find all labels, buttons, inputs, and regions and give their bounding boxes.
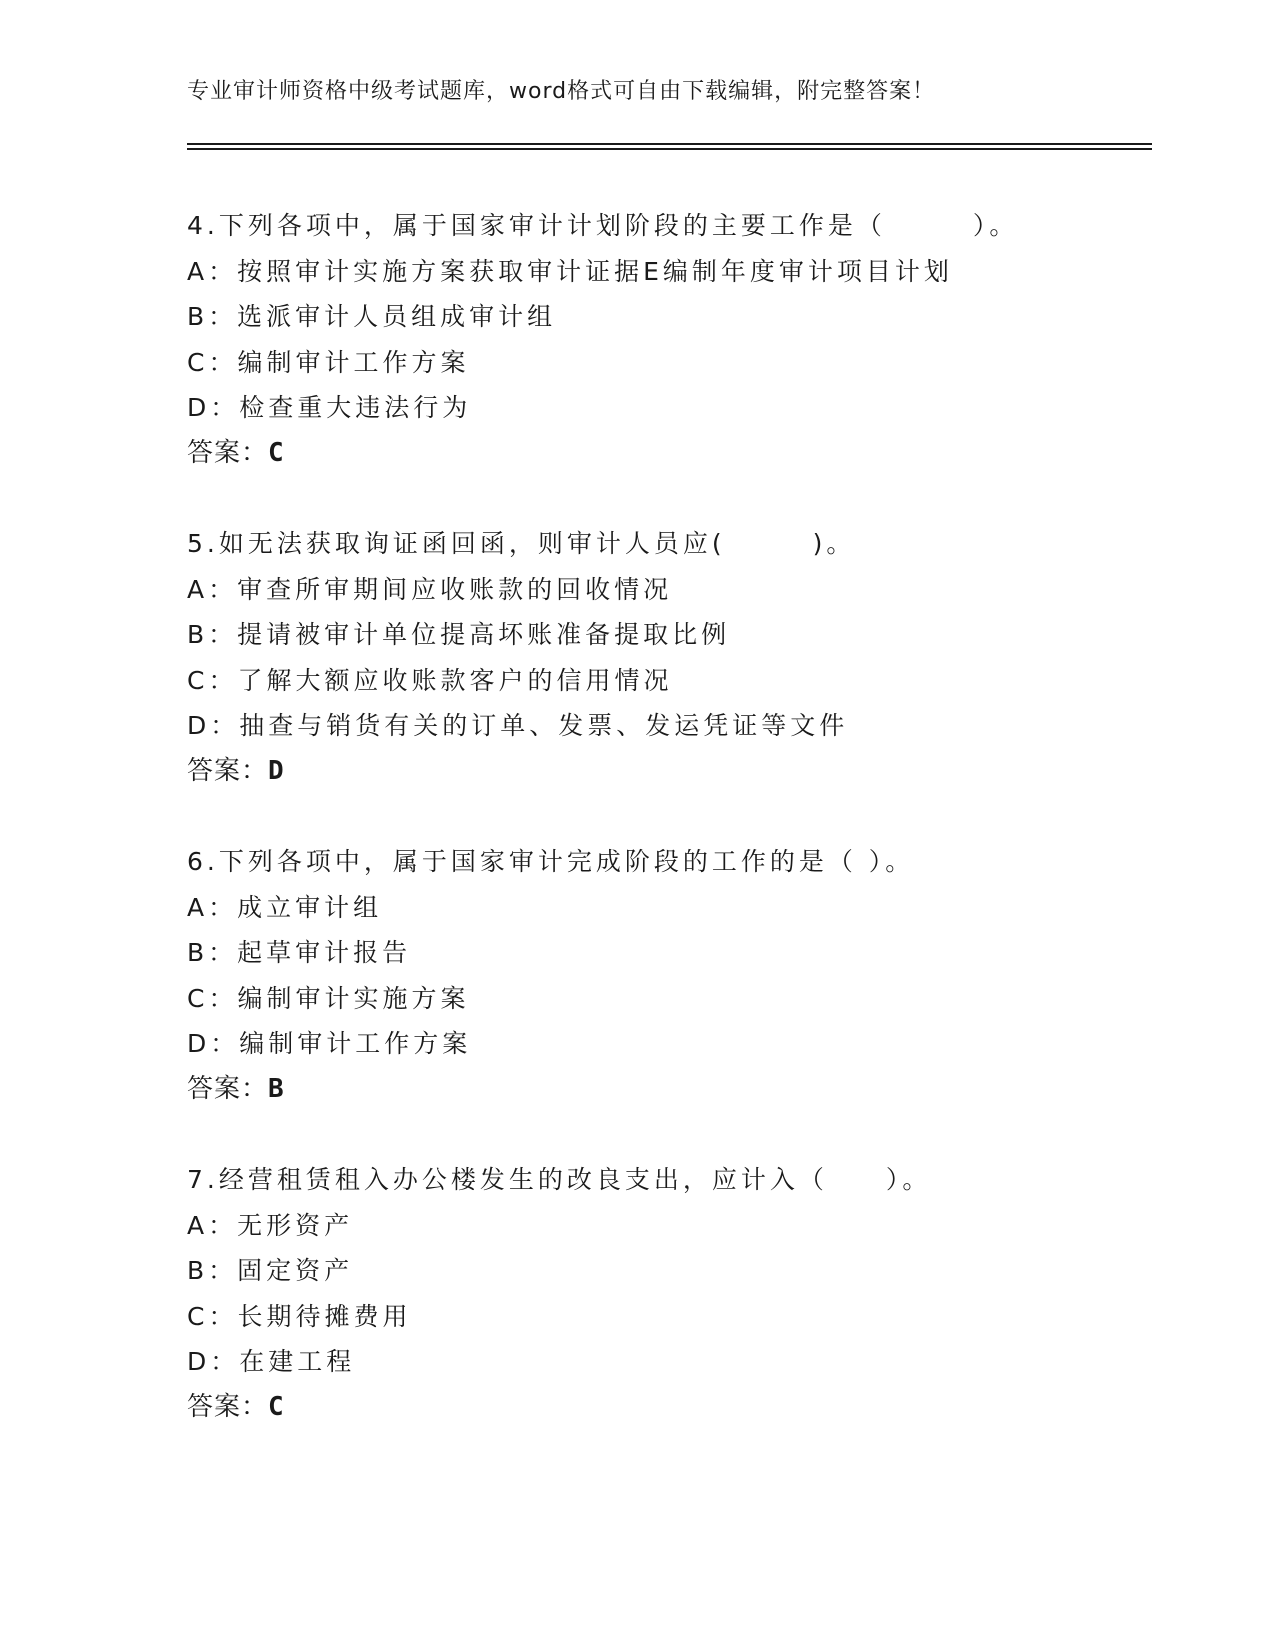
question-stem: 5.如无法获取询证函回函，则审计人员应( )。 bbox=[187, 529, 856, 558]
answer-label: 答案： bbox=[187, 755, 269, 786]
option-b: B：固定资产 bbox=[187, 1256, 354, 1285]
answer-line bbox=[187, 1385, 1147, 1431]
option-c: C：编制审计实施方案 bbox=[187, 983, 470, 1013]
answer-label: 答案： bbox=[187, 1073, 269, 1104]
option-c: C：了解大额应收账款客户的信用情况 bbox=[187, 665, 673, 695]
question-stem: 6.下列各项中，属于国家审计完成阶段的工作的是（ ）。 bbox=[187, 847, 915, 876]
header-divider bbox=[187, 143, 1152, 150]
answer-line bbox=[187, 431, 1147, 477]
question-stem: 4.下列各项中，属于国家审计计划阶段的主要工作是（ ）。 bbox=[187, 211, 1019, 240]
answer-line bbox=[187, 1067, 1147, 1113]
answer-value: C bbox=[268, 437, 285, 468]
option-a: A：成立审计组 bbox=[187, 892, 383, 922]
question-item bbox=[187, 521, 1147, 794]
option-a: A：无形资产 bbox=[187, 1210, 354, 1240]
option-b: B：起草审计报告 bbox=[187, 938, 412, 967]
option-d: D：抽查与销货有关的订单、发票、发运凭证等文件 bbox=[187, 711, 849, 740]
question-stem: 7.经营租赁租入办公楼发生的改良支出，应计入（ ）。 bbox=[187, 1165, 932, 1194]
question-list bbox=[187, 203, 1147, 1475]
question-item bbox=[187, 839, 1147, 1112]
option-c: C：长期待摊费用 bbox=[187, 1301, 412, 1331]
option-a: A：审查所审期间应收账款的回收情况 bbox=[187, 574, 673, 604]
option-d: D：检查重大违法行为 bbox=[187, 393, 472, 422]
option-d: D：在建工程 bbox=[187, 1347, 356, 1376]
answer-label: 答案： bbox=[187, 1391, 269, 1422]
option-a: A：按照审计实施方案获取审计证据E编制年度审计项目计划 bbox=[187, 256, 953, 286]
answer-label: 答案： bbox=[187, 437, 269, 468]
option-c: C：编制审计工作方案 bbox=[187, 347, 470, 377]
answer-value: B bbox=[268, 1073, 285, 1104]
page-header-text: 专业审计师资格中级考试题库，word格式可自由下载编辑，附完整答案！ bbox=[187, 79, 936, 104]
question-item bbox=[187, 203, 1147, 476]
answer-line bbox=[187, 749, 1147, 795]
answer-value: C bbox=[268, 1391, 285, 1422]
option-b: B：提请被审计单位提高坏账准备提取比例 bbox=[187, 620, 731, 649]
answer-value: D bbox=[268, 755, 285, 786]
option-d: D：编制审计工作方案 bbox=[187, 1029, 472, 1058]
option-b: B：选派审计人员组成审计组 bbox=[187, 302, 557, 331]
question-item bbox=[187, 1157, 1147, 1430]
